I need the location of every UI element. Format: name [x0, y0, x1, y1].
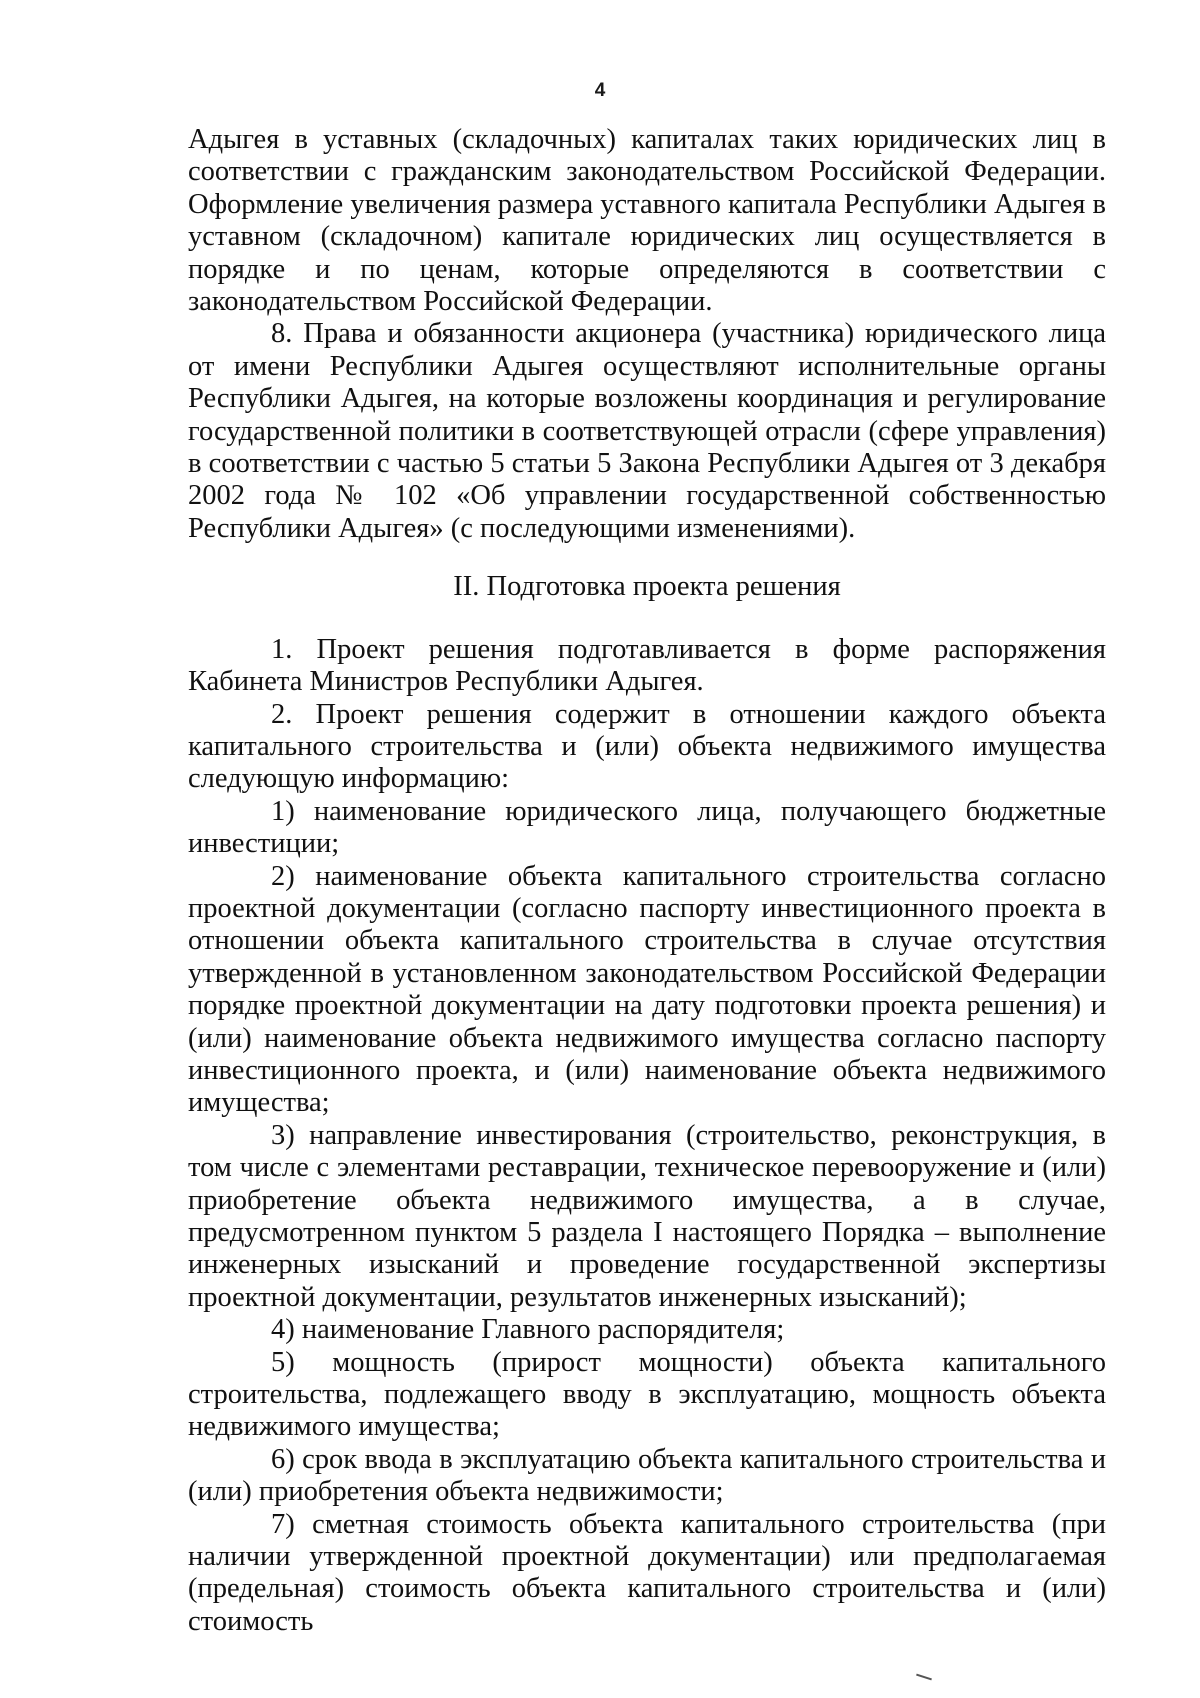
section-heading-ii: II. Подготовка проекта решения [453, 571, 841, 603]
list-item-4: 4) наименование Главного распорядителя; [271, 1314, 785, 1346]
scan-artifact-mark [916, 1674, 932, 1681]
page-number: 4 [594, 80, 606, 101]
paragraph-section2-2: 2. Проект решения содержит в отношении каждого объекта капитального строительства и (или) объекта недвижимого имущества следующую информацию: [188, 698, 1106, 795]
list-item-6: 6) срок ввода в эксплуатацию объекта капитального строительства и (или) приобретения объекта недвижимости; [188, 1443, 1106, 1508]
document-body [188, 124, 1106, 1638]
list-item-5: 5) мощность (прирост мощности) объекта капитального строительства, подлежащего вводу в эксплуатацию, мощность объекта недвижимого имущества; [188, 1346, 1106, 1443]
paragraph-8: 8. Права и обязанности акционера (участника) юридического лица от имени Республики Адыгея осуществляют исполнительные органы Республики Адыгея, на которые возложены координация и регулирование государственной политики в соответствующей отрасли (сфере управления) в соответствии с частью 5 статьи 5 Закона Республики Адыгея от 3 декабря 2002 года № 102 «Об управлении государственной собственностью Республики Адыгея» (с последующими изменениями). [188, 318, 1106, 544]
paragraph-section2-1: 1. Проект решения подготавливается в форме распоряжения Кабинета Министров Республики Адыгея. [188, 633, 1106, 698]
list-item-3: 3) направление инвестирования (строительство, реконструкция, в том числе с элементами реставрации, техническое перевооружение и (или) приобретение объекта недвижимого имущества, а в случае, предусмотренном пунктом 5 раздела I настоящего Порядка – выполнение инженерных изысканий и проведение государственной экспертизы проектной документации, результатов инженерных изысканий); [188, 1119, 1106, 1313]
list-item-1: 1) наименование юридического лица, получающего бюджетные инвестиции; [188, 795, 1106, 860]
paragraph-intro-continuation: Адыгея в уставных (складочных) капиталах таких юридических лиц в соответствии с гражданским законодательством Российской Федерации. Оформление увеличения размера уставного капитала Республики Адыгея в уставном (складочном) капитале юридических лиц осуществляется в порядке и по ценам, которые определяются в соответствии с законодательством Российской Федерации. [188, 124, 1106, 318]
list-item-7: 7) сметная стоимость объекта капитального строительства (при наличии утвержденной проектной документации) или предполагаемая (предельная) стоимость объекта капитального строительства и (или) стоимость [188, 1508, 1106, 1637]
list-item-2: 2) наименование объекта капитального строительства согласно проектной документации (согласно паспорту инвестиционного проекта в отношении объекта капитального строительства в случае отсутствия утвержденной в установленном законодательством Российской Федерации порядке проектной документации на дату подготовки проекта решения) и (или) наименование объекта недвижимого имущества согласно паспорту инвестиционного проекта, и (или) наименование объекта недвижимого имущества; [188, 860, 1106, 1119]
